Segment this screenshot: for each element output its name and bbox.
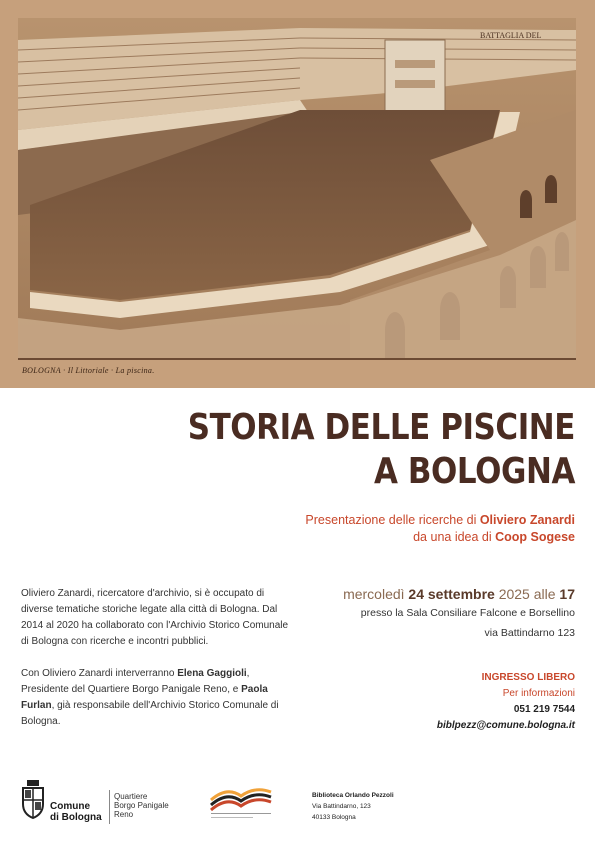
library-city: 40133 Bologna — [312, 814, 356, 821]
subtitle-line-1 — [305, 512, 575, 529]
library-network-logo — [205, 780, 275, 824]
event-hour: 17 — [559, 586, 575, 602]
contact-phone[interactable]: 051 219 7544 — [513, 704, 575, 715]
bio-paragraph-2 — [21, 666, 291, 730]
library-address — [312, 790, 394, 823]
bio-paragraph-1: Oliviero Zanardi, ricercatore d'archivio, si è occupato di diverse tematiche storiche legate alla città di Bologna. Dal 2014 al 2020 ha collaborato con l'Archivio Storico Comunale di Bologna con ricerche e incontri pubblici. — [21, 588, 289, 647]
bio-text-c: , già responsabile dell'Archivio Storico Comunale di Bologna. — [21, 700, 279, 727]
event-date: 24 settembre — [408, 586, 495, 602]
speaker-bio — [21, 586, 291, 746]
subtitle-prefix-1: Presentazione delle ricerche di — [305, 513, 480, 527]
pool-illustration — [0, 0, 595, 388]
bio-text-b: , Presidente del Quartiere Borgo Panigale Reno, e — [21, 668, 250, 695]
guest-name-1: Elena Gaggioli — [177, 668, 247, 679]
event-details — [343, 585, 575, 643]
entry-info — [437, 670, 575, 734]
title-line-2: A BOLOGNA — [373, 451, 575, 492]
stadium-sign: BATTAGLIA DEL — [480, 31, 542, 40]
comune-di-bologna-logo — [20, 780, 118, 822]
speaker-name: Oliviero Zanardi — [479, 513, 575, 527]
organizer-name: Coop Sogese — [495, 530, 575, 544]
photo-caption: BOLOGNA · Il Littoriale · La piscina. — [22, 366, 155, 375]
event-title — [55, 406, 575, 494]
info-label: Per informazioni — [502, 688, 575, 699]
comune-text — [50, 801, 102, 823]
library-name: Biblioteca Orlando Pezzoli — [312, 792, 394, 799]
contact-email[interactable]: biblpezz@comune.bologna.it — [436, 720, 575, 731]
logo-divider — [109, 790, 110, 824]
event-year: 2025 alle — [498, 586, 556, 602]
event-address: via Battindarno 123 — [484, 627, 575, 639]
subtitle-line-2 — [305, 529, 575, 546]
comune-line-1: Comune — [50, 801, 90, 812]
quartiere-line-2: Borgo Panigale — [114, 801, 169, 810]
quartiere-logo-text — [114, 792, 169, 819]
comune-line-2: di Bologna — [50, 812, 102, 823]
quartiere-line-1: Quartiere — [114, 792, 148, 801]
event-weekday: mercoledì — [343, 586, 405, 602]
library-street: Via Battindarno, 123 — [312, 803, 371, 810]
city-crest-icon — [20, 780, 46, 822]
event-datetime — [343, 585, 575, 603]
historic-pool-photo — [0, 0, 595, 388]
free-entry-label: INGRESSO LIBERO — [481, 672, 575, 683]
subtitle-prefix-2: da una idea di — [413, 530, 496, 544]
event-subtitle — [305, 512, 575, 546]
title-line-1: STORIA DELLE PISCINE — [187, 407, 575, 448]
guest-name-2: Paola Furlan — [21, 684, 268, 711]
quartiere-line-3: Reno — [114, 810, 134, 819]
event-venue: presso la Sala Consiliare Falcone e Borsellino — [360, 607, 575, 619]
bio-text-a: Con Oliviero Zanardi interverranno — [21, 668, 178, 679]
